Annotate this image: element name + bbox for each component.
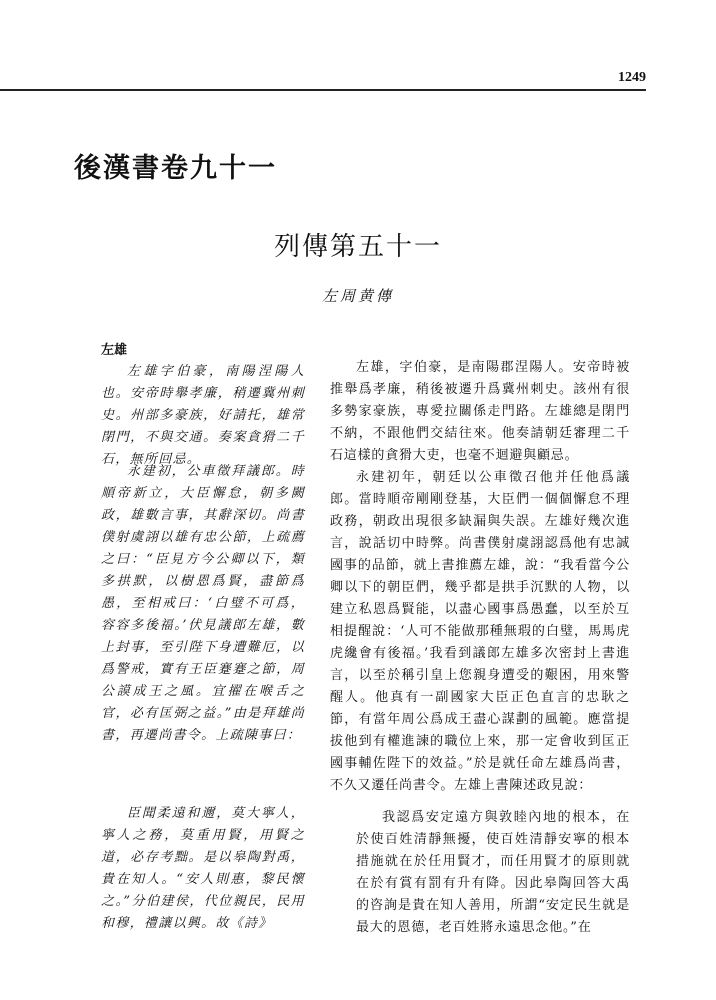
header-rule xyxy=(0,89,646,91)
left-paragraph-3: 臣聞柔遠和邇，莫大寧人，寧人之務，莫重用賢，用賢之道，必存考黜。是以皋陶對禹，貴在知人。“安人則惠，黎民懷之。”分伯建侯，代位親民，民用和穆，禮讓以興。故《詩》 xyxy=(101,806,305,931)
right-paragraph-1: 左雄，字伯豪，是南陽郡涅陽人。安帝時被推舉爲孝廉，稍後被遷升爲冀州刺史。該州有很多勢家豪族，專愛拉關係走門路。左雄總是閉門不納，不跟他們交結往來。他奏請朝廷審理二千石這樣的貪猾大吏，也毫不迴避與顧忌。 xyxy=(330,360,630,463)
book-title: 後漢書卷九十一 xyxy=(74,153,277,184)
page-number: 1249 xyxy=(618,70,646,85)
section-heading: 左雄 xyxy=(101,343,128,358)
left-paragraph-1: 左雄字伯豪，南陽涅陽人也。安帝時舉孝廉，稍遷冀州刺史。州部多豪族，好請托，雄常閉門，不與交通。奏案貪猾二千石，無所回忌。 xyxy=(101,364,305,467)
right-paragraph-2: 永建初年，朝廷以公車徵召他并任他爲議郎。當時順帝剛剛登基，大臣們一個個懈怠不理政務，朝政出現很多缺漏與失誤。左雄好幾次進言，說話切中時弊。尚書僕射虞詡認爲他有忠誠國事的品節，就上書推薦左雄，說：“我看當今公卿以下的朝臣們，幾乎都是拱手沉默的人物，以建立私恩爲賢能，以盡心國事爲愚蠢，以至於互相提醒說：‘人可不能做那種無瑕的白璧，馬馬虎虎纔會有後福。’我看到議郎左雄多次密封上書進言，以至於稱引皇上您親身遭受的艱困，用來警醒人。他真有一副國家大臣正色直言的忠耿之節，有當年周公爲成王盡心謀劃的風範。應當提拔他到有權進諫的職位上來，那一定會收到匡正國事輔佐陛下的效益。”於是就任命左雄爲尚書，不久又遷任尚書令。左雄上書陳述政見說： xyxy=(330,470,630,793)
chapter-title: 列傳第五十一 xyxy=(273,232,442,262)
right-paragraph-3: 我認爲安定遠方與敦睦內地的根本，在於使百姓清靜無擾，使百姓清靜安寧的根本措施就在於任用賢才，而任用賢才的原則就在於有賞有罰有升有降。因此皋陶回答大禹的咨詢是貴在知人善用，所謂“安定民生就是最大的恩德，老百姓將永遠思念他。”在 xyxy=(356,810,630,935)
left-paragraph-2: 永建初，公車徵拜議郎。時順帝新立，大臣懈怠，朝多闕政，雄數言事，其辭深切。尚書僕射虞詡以雄有忠公節，上疏薦之曰：“臣見方今公卿以下，類多拱默，以樹恩爲賢，盡節爲愚，至相戒曰：‘白璧不可爲，容容多後福。’伏見議郎左雄，數上封事，至引陛下身遭難厄，以爲警戒，實有王臣蹇蹇之節，周公謨成王之風。宜擢在喉舌之官，必有匡弼之益。”由是拜雄尚書，再遷尚書令。上疏陳事曰： xyxy=(101,464,305,743)
right-column xyxy=(330,357,630,797)
subtitle: 左周黄傳 xyxy=(321,287,394,305)
